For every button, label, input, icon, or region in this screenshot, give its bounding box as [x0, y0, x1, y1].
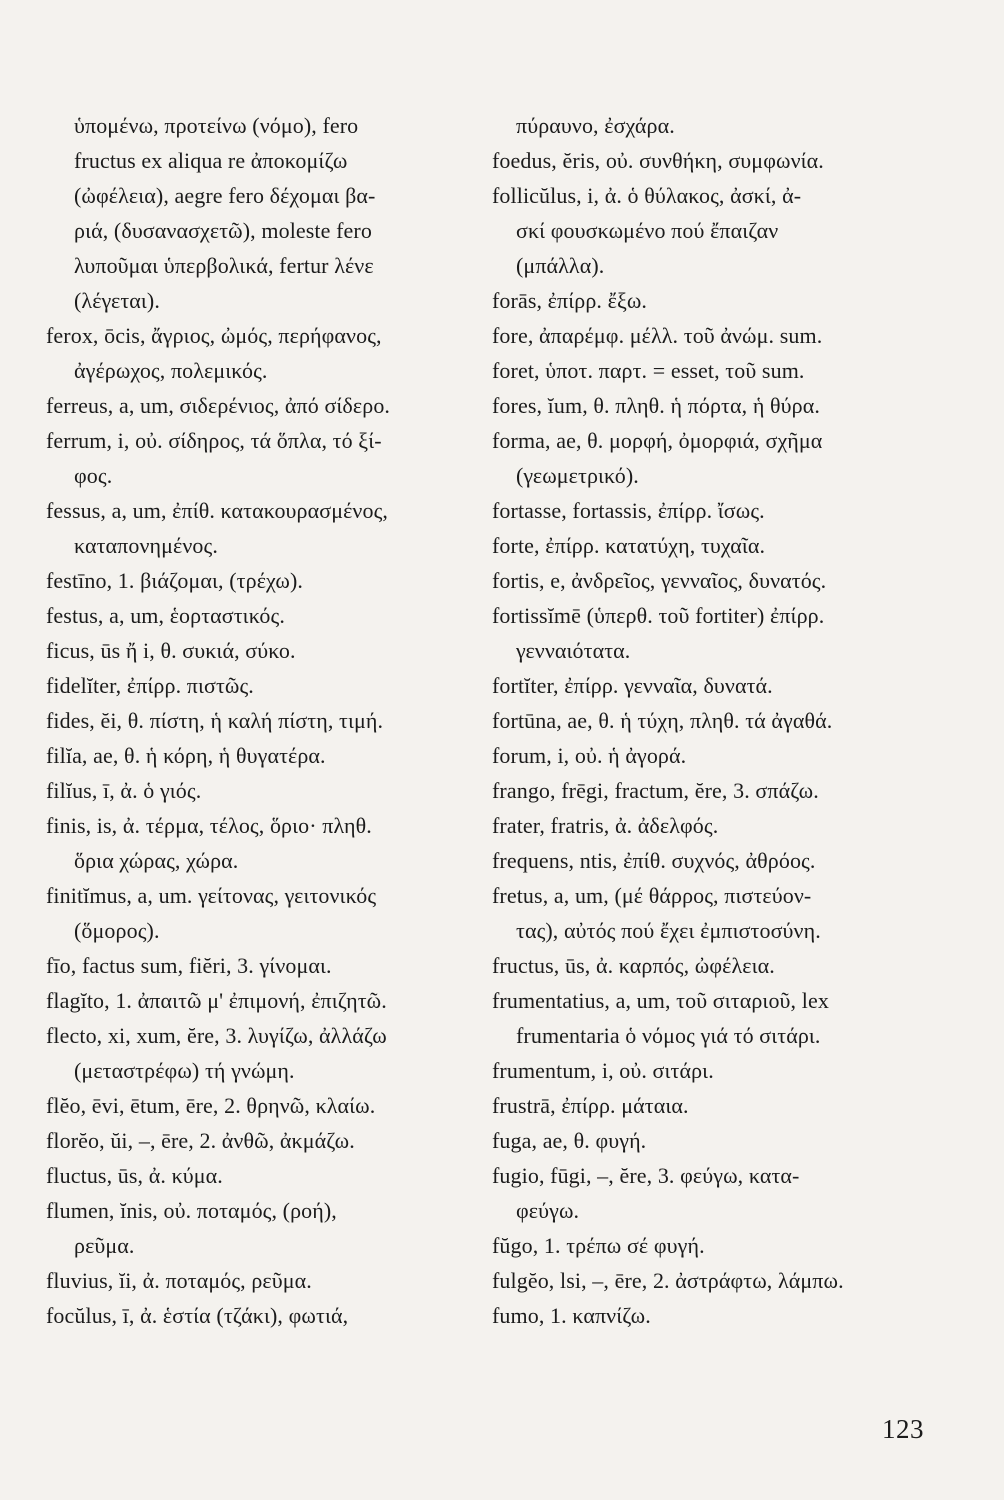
entry-line: ρεῦμα.	[74, 1233, 135, 1258]
entry-line: fulgĕo, lsi, –, ēre, 2. ἀστράφτω, λάμπω.	[492, 1268, 844, 1293]
entry-line: (ὠφέλεια), aegre fero δέχομαι βα-	[74, 183, 376, 208]
entry-line: ὅρια χώρας, χώρα.	[74, 848, 239, 873]
entry-line: fuga, ae, θ. φυγή.	[492, 1128, 647, 1153]
entry-line: fore, ἀπαρέμφ. μέλλ. τοῦ ἀνώμ. sum.	[492, 323, 823, 348]
entry-line: fretus, a, um, (μέ θάρρος, πιστεύον-	[492, 883, 812, 908]
entry-line: flecto, xi, xum, ĕre, 3. λυγίζω, ἀλλάζω	[46, 1023, 387, 1048]
entry-line: fructus ex aliqua re ἀποκομίζω	[74, 148, 348, 173]
entry-line: (ὅμορος).	[74, 918, 160, 943]
entry-line: fortissĭmē (ὑπερθ. τοῦ fortiter) ἐπίρρ.	[492, 603, 825, 628]
right-column	[492, 108, 962, 1333]
entry-line: fŭgo, 1. τρέπω σέ φυγή.	[492, 1233, 705, 1258]
entry-line: λυποῦμαι ὑπερβολικά, fertur λένε	[74, 253, 374, 278]
entry-line: fortūna, ae, θ. ἡ τύχη, πληθ. τά ἀγαθά.	[492, 708, 833, 733]
entry-line: fīo, factus sum, fiĕri, 3. γίνομαι.	[46, 953, 332, 978]
entry-line: καταπονημένος.	[74, 533, 218, 558]
entry-line: fortis, e, ἀνδρεῖος, γενναῖος, δυνατός.	[492, 568, 827, 593]
entry-line: frumentatius, a, um, τοῦ σιταριοῦ, lex	[492, 988, 829, 1013]
entry-line: fides, ĕi, θ. πίστη, ἡ καλή πίστη, τιμή.	[46, 708, 384, 733]
entry-line: forte, ἐπίρρ. κατατύχη, τυχαῖα.	[492, 533, 766, 558]
entry-line: fugio, fūgi, –, ĕre, 3. φεύγω, κατα-	[492, 1163, 800, 1188]
entry-line: (μπάλλα).	[516, 253, 605, 278]
entry-line: foret, ὑποτ. παρτ. = esset, τοῦ sum.	[492, 358, 805, 383]
entry-line: ferrum, i, οὐ. σίδηρος, τά ὅπλα, τό ξί-	[46, 428, 382, 453]
entry-line: frequens, ntis, ἐπίθ. συχνός, ἀθρόος.	[492, 848, 816, 873]
entry-line: flĕo, ēvi, ētum, ēre, 2. θρηνῶ, κλαίω.	[46, 1093, 376, 1118]
entry-line: frumentaria ὁ νόμος γιά τό σιτάρι.	[516, 1023, 821, 1048]
left-column	[46, 108, 458, 1333]
entry-line: forās, ἐπίρρ. ἔξω.	[492, 288, 648, 313]
entry-line: γενναιότατα.	[516, 638, 631, 663]
entry-line: ferox, ōcis, ἄγριος, ὠμός, περήφανος,	[46, 323, 382, 348]
entry-line: σκί φουσκωμένο πού ἔπαιζαν	[516, 218, 779, 243]
entry-line: flumen, ĭnis, οὐ. ποταμός, (ροή),	[46, 1198, 337, 1223]
entry-line: florĕo, ŭi, –, ēre, 2. ἀνθῶ, ἀκμάζω.	[46, 1128, 355, 1153]
entry-line: (γεωμετρικό).	[516, 463, 639, 488]
entry-line: πύραυνο, ἐσχάρα.	[516, 113, 675, 138]
entry-line: frumentum, i, οὐ. σιτάρι.	[492, 1058, 714, 1083]
entry-line: fores, ĭum, θ. πληθ. ἡ πόρτα, ἡ θύρα.	[492, 393, 820, 418]
entry-line: fluvius, ĭi, ἀ. ποταμός, ρεῦμα.	[46, 1268, 312, 1293]
entry-line: frustrā, ἐπίρρ. μάταια.	[492, 1093, 689, 1118]
entry-line: follicŭlus, i, ἀ. ὁ θύλακος, ἀσκί, ἀ-	[492, 183, 802, 208]
entry-line: festīno, 1. βιάζομαι, (τρέχω).	[46, 568, 304, 593]
entry-line: fortĭter, ἐπίρρ. γενναῖα, δυνατά.	[492, 673, 773, 698]
entry-line: filĭus, ī, ἀ. ὁ γιός.	[46, 778, 202, 803]
entry-line: fluctus, ūs, ἀ. κύμα.	[46, 1163, 223, 1188]
entry-line: fumo, 1. καπνίζω.	[492, 1303, 651, 1328]
entry-line: fidelĭter, ἐπίρρ. πιστῶς.	[46, 673, 254, 698]
entry-line: τας), αὐτός πού ἔχει ἐμπιστοσύνη.	[516, 918, 821, 943]
entry-line: (λέγεται).	[74, 288, 160, 313]
entry-line: finis, is, ἀ. τέρμα, τέλος, ὅριο· πληθ.	[46, 813, 372, 838]
entry-line: ferreus, a, um, σιδερένιος, ἀπό σίδερο.	[46, 393, 391, 418]
entry-line: φος.	[74, 463, 113, 488]
entry-line: foedus, ĕris, οὐ. συνθήκη, συμφωνία.	[492, 148, 824, 173]
entry-line: fructus, ūs, ἀ. καρπός, ὠφέλεια.	[492, 953, 775, 978]
entry-line: filĭa, ae, θ. ἡ κόρη, ἡ θυγατέρα.	[46, 743, 326, 768]
page-number: 123	[882, 1414, 924, 1444]
entry-line: festus, a, um, ἑορταστικός.	[46, 603, 285, 628]
entry-line: ριά, (δυσανασχετῶ), moleste fero	[74, 218, 372, 243]
entry-line: ὑπομένω, προτείνω (νόμο), fero	[74, 113, 359, 138]
entry-line: flagĭto, 1. ἀπαιτῶ μ' ἐπιμονή, ἐπιζητῶ.	[46, 988, 387, 1013]
entry-line: φεύγω.	[516, 1198, 580, 1223]
entry-line: ficus, ūs ἤ i, θ. συκιά, σύκο.	[46, 638, 296, 663]
entry-line: fessus, a, um, ἐπίθ. κατακουρασμένος,	[46, 498, 388, 523]
entry-line: ἀγέρωχος, πολεμικός.	[74, 358, 268, 383]
entry-line: focŭlus, ī, ἀ. ἑστία (τζάκι), φωτιά,	[46, 1303, 349, 1328]
entry-line: frater, fratris, ἀ. ἀδελφός.	[492, 813, 719, 838]
entry-line: finitĭmus, a, um. γείτονας, γειτονικός	[46, 883, 377, 908]
entry-line: (μεταστρέφω) τή γνώμη.	[74, 1058, 295, 1083]
entry-line: forum, i, οὐ. ἡ ἀγορά.	[492, 743, 687, 768]
entry-line: forma, ae, θ. μορφή, ὀμορφιά, σχῆμα	[492, 428, 823, 453]
entry-line: fortasse, fortassis, ἐπίρρ. ἴσως.	[492, 498, 765, 523]
entry-line: frango, frēgi, fractum, ĕre, 3. σπάζω.	[492, 778, 819, 803]
